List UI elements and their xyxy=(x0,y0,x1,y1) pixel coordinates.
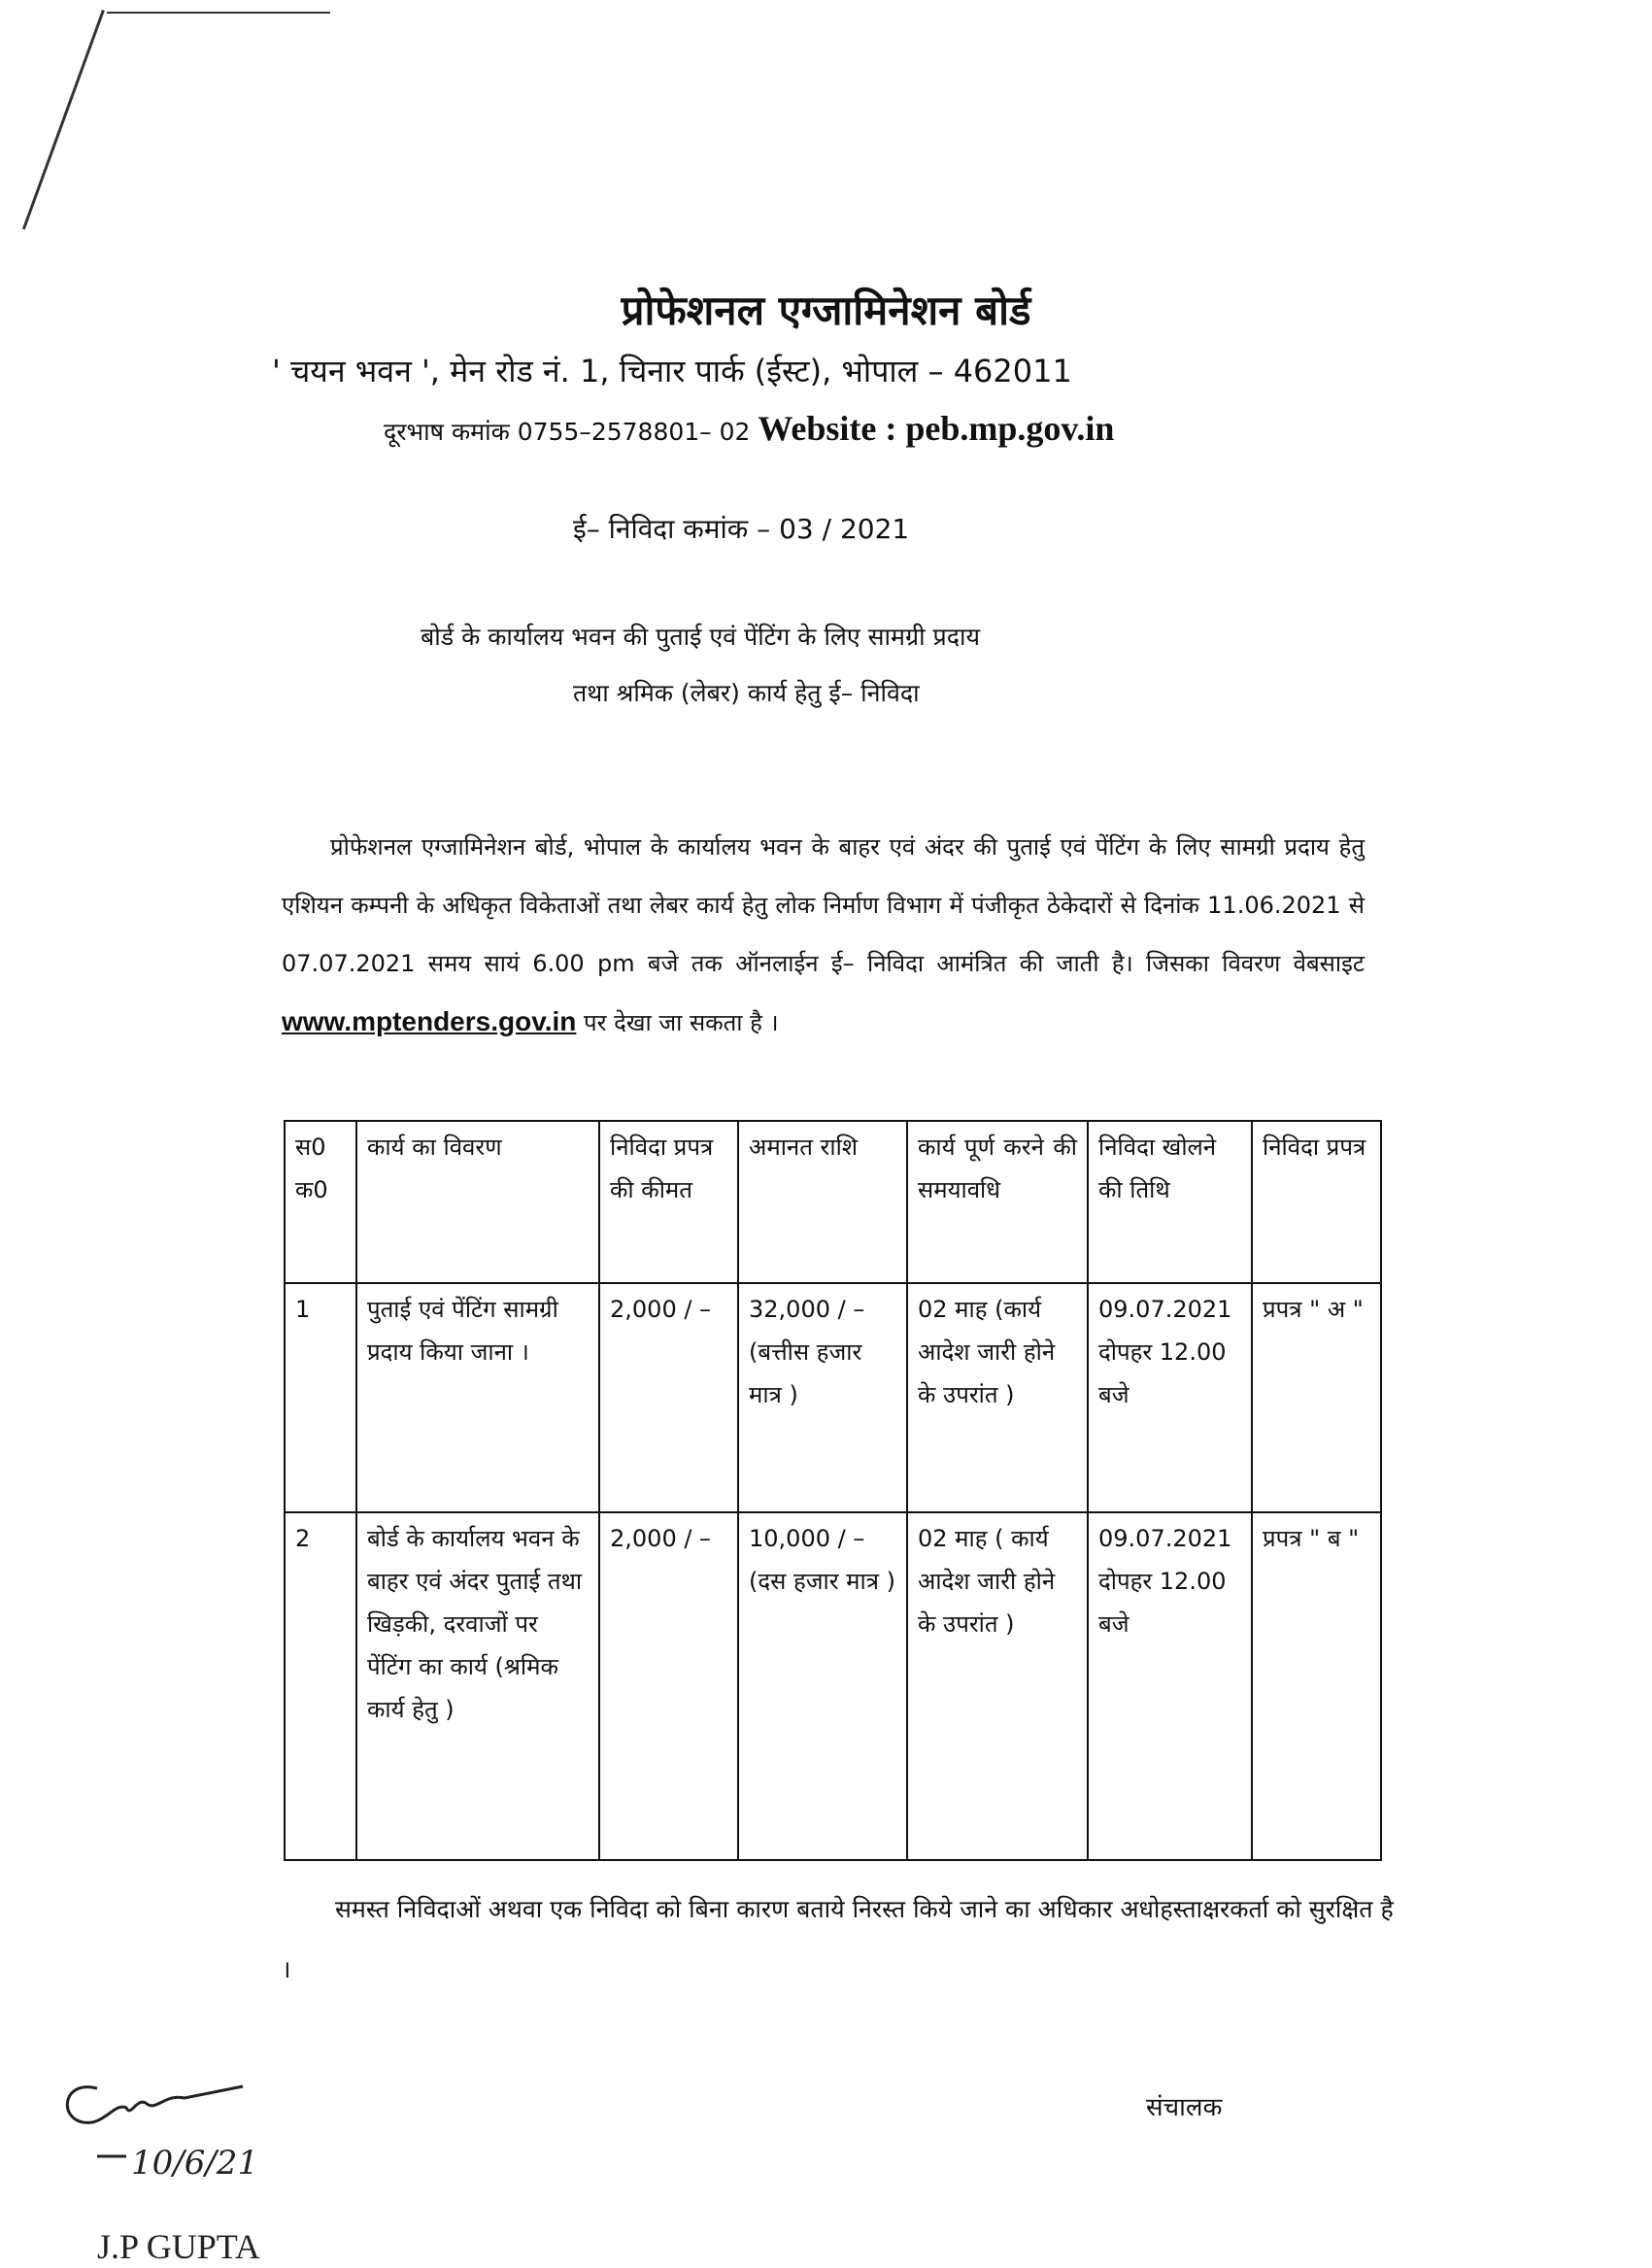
tender-table xyxy=(284,1120,1382,1861)
header-cell: निविदा खोलने की तिथि xyxy=(1088,1121,1252,1283)
paragraph-text: प्रोफेशनल एग्जामिनेशन बोर्ड, भोपाल के कार्यालय भवन के बाहर एवं अंदर की पुताई एवं पेंटिंग के लिए सामग्री प्रदाय हेतु एशियन कम्पनी के अधिकृत विकेताओं तथा लेबर कार्य हेतु लोक निर्माण विभाग में पंजीकृत ठेकेदारों से दिनांक 11.06.2021 से 07.07.2021 समय सायं 6.00 pm बजे तक ऑनलाईन ई– निविदा आमंत्रित की जाती है। जिसका विवरण वेबसाइट xyxy=(282,833,1365,977)
scan-mark xyxy=(107,12,330,14)
cell: 10,000 / – (दस हजार मात्र ) xyxy=(738,1512,907,1860)
address: ' चयन भवन ', मेन रोड नं. 1, चिनार पार्क (ईस्ट), भोपाल – 462011 xyxy=(272,353,1072,389)
handwritten-date: 10/6/21 xyxy=(131,2144,259,2183)
cell: बोर्ड के कार्यालय भवन के बाहर एवं अंदर पुताई तथा खिड़की, दरवाजों पर पेंटिंग का कार्य (श्रमिक कार्य हेतु ) xyxy=(356,1512,599,1860)
header-cell: निविदा प्रपत्र की कीमत xyxy=(599,1121,738,1283)
table-header-row xyxy=(285,1121,1381,1283)
tender-website-link[interactable]: www.mptenders.gov.in xyxy=(282,1006,577,1036)
cell: प्रपत्र " अ " xyxy=(1252,1283,1381,1512)
header-cell: स0 क0 xyxy=(285,1121,356,1283)
table-row xyxy=(285,1283,1381,1512)
cell: 09.07.2021 दोपहर 12.00 बजे xyxy=(1088,1512,1252,1860)
table-row xyxy=(285,1512,1381,1860)
cell: 02 माह (कार्य आदेश जारी होने के उपरांत ) xyxy=(907,1283,1088,1512)
header-cell: कार्य पूर्ण करने की समयावधि xyxy=(907,1121,1088,1283)
website: Website : peb.mp.gov.in xyxy=(758,409,1115,448)
phone-number: दूरभाष कमांक 0755–2578801– 02 xyxy=(384,418,751,446)
cell: 2 xyxy=(285,1512,356,1860)
handwritten-signature xyxy=(39,2059,291,2268)
closing-note: समस्त निविदाओं अथवा एक निविदा को बिना कारण बताये निरस्त किये जाने का अधिकार अधोहस्ताक्षरकर्ता को सुरक्षित है । xyxy=(282,1895,1394,1983)
signatory-title: संचालक xyxy=(1146,2093,1223,2122)
cell: पुताई एवं पेंटिंग सामग्री प्रदाय किया जाना । xyxy=(356,1283,599,1512)
cell: 2,000 / – xyxy=(599,1512,738,1860)
cell: 09.07.2021 दोपहर 12.00 बजे xyxy=(1088,1283,1252,1512)
tender-number: ई– निविदा कमांक – 03 / 2021 xyxy=(573,513,910,545)
contact-line xyxy=(384,408,1114,449)
paragraph-suffix: पर देखा जा सकता है । xyxy=(584,1009,779,1036)
subject-line-2: तथा श्रमिक (लेबर) कार्य हेतु ई– निविदा xyxy=(573,679,920,707)
cell: 32,000 / – (बत्तीस हजार मात्र ) xyxy=(738,1283,907,1512)
header-cell: अमानत राशि xyxy=(738,1121,907,1283)
page-title: प्रोफेशनल एग्जामिनेशन बोर्ड xyxy=(621,287,1031,334)
cell: 1 xyxy=(285,1283,356,1512)
cell: 02 माह ( कार्य आदेश जारी होने के उपरांत ) xyxy=(907,1512,1088,1860)
header-cell: कार्य का विवरण xyxy=(356,1121,599,1283)
header-cell: निविदा प्रपत्र xyxy=(1252,1121,1381,1283)
body-paragraph xyxy=(282,818,1365,1052)
handwritten-name: J.P GUPTA xyxy=(97,2227,260,2266)
cell: 2,000 / – xyxy=(599,1283,738,1512)
cell: प्रपत्र " ब " xyxy=(1252,1512,1381,1860)
scan-mark xyxy=(22,10,105,230)
subject-line-1: बोर्ड के कार्यालय भवन की पुताई एवं पेंटिंग के लिए सामग्री प्रदाय xyxy=(421,623,980,651)
